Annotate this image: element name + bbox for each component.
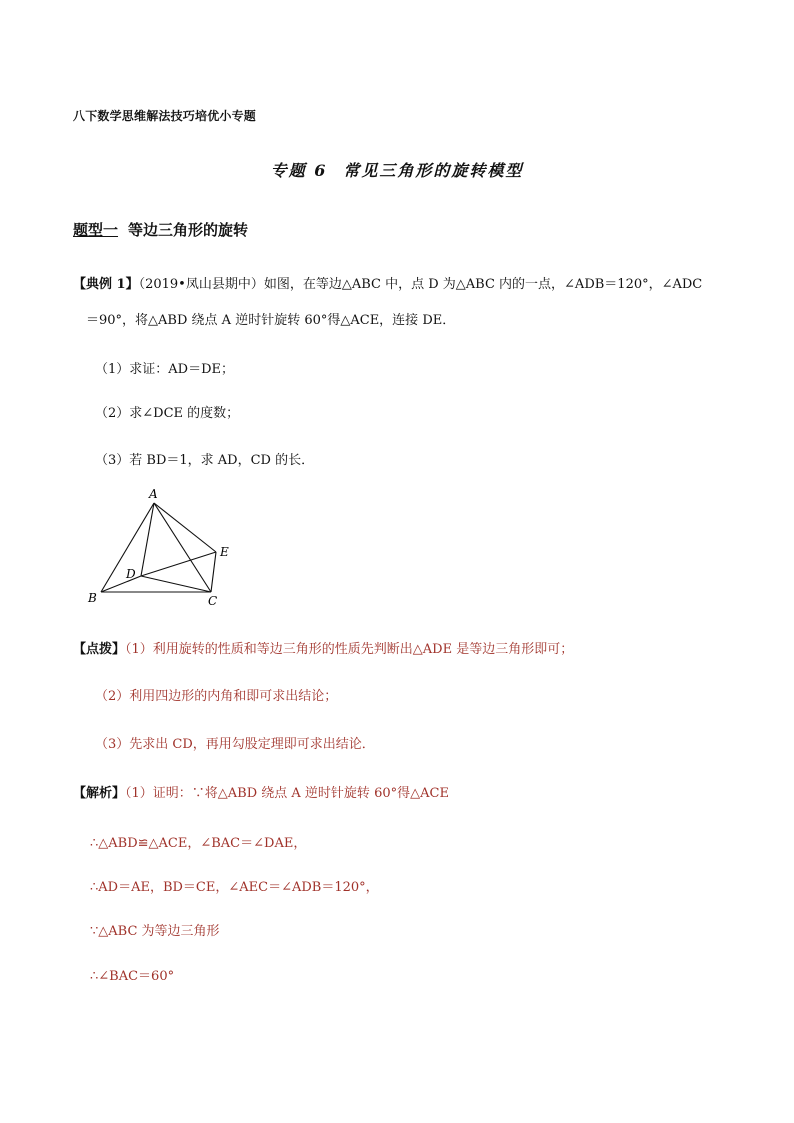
hint-text-1: （1）利用旋转的性质和等边三角形的性质先判断出△ADE 是等边三角形即可； (125, 642, 574, 657)
title-main: 专题 6 (270, 161, 328, 180)
hint-label: 【点拨】 (73, 642, 126, 657)
hint-line-1 (73, 640, 734, 660)
example-line-2: ＝90°，将△ABD 绕点 A 逆时针旋转 60°得△ACE，连接 DE． (86, 313, 456, 328)
example-label: 【典例 1】 (73, 277, 139, 292)
solution-label: 【解析】 (73, 786, 126, 801)
page-title (0, 158, 794, 181)
example-line-1 (73, 275, 734, 295)
section-tag: 题型一 (73, 221, 119, 239)
segment-dc (141, 576, 211, 592)
solution-line-1 (73, 784, 734, 804)
question-2: （2）求∠DCE 的度数； (95, 406, 240, 421)
title-sub: 常见三角形的旋转模型 (343, 161, 524, 180)
solution-text-1: （1）证明：∵将△ABD 绕点 A 逆时针旋转 60°得△ACE (125, 786, 449, 801)
solution-line-3: ∴AD＝AE，BD＝CE，∠AEC＝∠ADB＝120°， (90, 880, 379, 895)
label-c: C (208, 594, 218, 608)
segment-ec (211, 552, 216, 592)
geometry-figure (86, 488, 246, 617)
section-heading (73, 219, 248, 240)
label-d: D (126, 567, 136, 581)
hint-line-2: （2）利用四边形的内角和即可求出结论； (95, 689, 338, 704)
label-b: B (88, 591, 97, 605)
section-label: 等边三角形的旋转 (128, 221, 249, 239)
label-e: E (220, 545, 229, 559)
solution-line-5: ∴∠BAC＝60° (90, 969, 175, 984)
hint-line-3: （3）先求出 CD，再用勾股定理即可求出结论． (95, 737, 375, 752)
question-1: （1）求证：AD＝DE； (95, 362, 234, 377)
label-a: A (149, 488, 158, 501)
figure-lines (101, 503, 216, 592)
example-text-1: （2019•凤山县期中）如图，在等边△ABC 中，点 D 为△ABC 内的一点，∠ADB＝120°，∠ADC (138, 277, 703, 292)
document-header: 八下数学思维解法技巧培优小专题 (73, 109, 257, 123)
solution-line-2: ∴△ABD≌△ACE，∠BAC＝∠DAE， (90, 836, 307, 851)
segment-ae (154, 503, 216, 552)
segment-ac (154, 503, 211, 592)
solution-line-4: ∵△ABC 为等边三角形 (90, 924, 220, 939)
segment-de (141, 552, 216, 576)
question-3: （3）若 BD＝1，求 AD，CD 的长． (95, 453, 315, 468)
